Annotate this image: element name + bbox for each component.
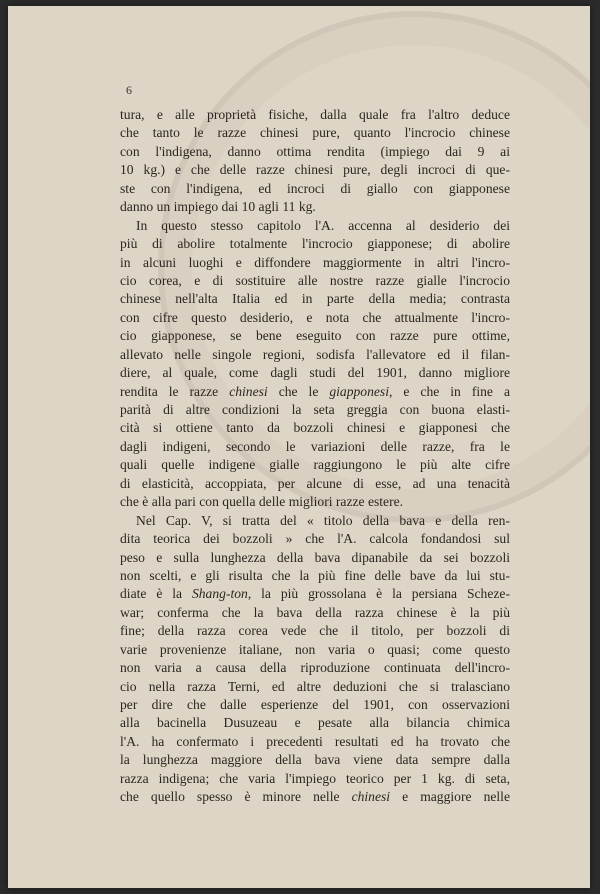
text-line: parità di altre condizioni la seta greggia con buona elasti- — [120, 402, 510, 417]
text-line: che è alla pari con quella delle migliori razze estere. — [120, 494, 404, 510]
text-line: razza indigena; che varia l'impiego teorico per 1 kg. di seta, — [120, 770, 510, 786]
text-line: 10 kg.) e che delle razze chinesi pure, degli incroci di que- — [120, 162, 510, 178]
text-line: chinese nell'alta Italia ed in parte della media; contrasta — [120, 291, 510, 307]
text-line: Nel Cap. V, si tratta del « titolo della bava e della ren- — [136, 512, 510, 528]
text-line: varie provenienze italiane, non varia o quasi; come questo — [120, 641, 510, 657]
text-line: non varia a causa della riproduzione continuata dell'incro- — [120, 660, 510, 676]
body-text — [120, 106, 510, 807]
italic-term: chinesi — [351, 789, 391, 805]
text-line: war; conferma che la bava della razza chinese è la più — [120, 604, 510, 620]
text-line: di elasticità, accoppiata, per alcune di esse, ad una tenacità — [120, 475, 510, 491]
text-line: non scelti, e gli risulta che la più fine delle bave da lui stu- — [120, 567, 510, 583]
text-line: diere, al quale, come dagli studi del 1901, danno migliore — [120, 365, 510, 381]
text-line: diate è la Shang-ton, la più grossolana è la persiana Scheze- — [120, 586, 510, 602]
text-line: cità si ottiene tanto da bozzoli chinesi e giapponesi che — [120, 420, 510, 436]
text-line: quali quelle indigene gialle raggiungono le più alte cifre — [120, 457, 510, 473]
text-line: rendita le razze chinesi che le giapponesi, e che in fine a — [120, 383, 510, 399]
text-line: alla bacinella Dusuzeau e pesate alla bilancia chimica — [120, 715, 510, 731]
text-line: in alcuni luoghi e diffondere maggiormente in altri l'incro- — [120, 254, 510, 270]
text-line: In questo stesso capitolo l'A. accenna al desiderio dei — [136, 217, 510, 233]
text-line: per dire che dalle esperienze del 1901, con osservazioni — [120, 697, 510, 712]
italic-term: Shang-ton — [191, 586, 248, 602]
text-line: la lunghezza maggiore della bava viene data sempre dalla — [120, 752, 510, 768]
text-line: peso e sulla lunghezza della bava dipanabile da sei bozzoli — [120, 549, 510, 565]
text-line: con l'indigena, danno ottima rendita (impiego dai 9 ai — [120, 143, 510, 159]
italic-term: giapponesi — [329, 383, 390, 399]
text-line: cio nella razza Terni, ed altre deduzioni che si tralasciano — [120, 678, 510, 694]
text-line: cio corea, e di sostituire alle nostre razze gialle l'incrocio — [120, 272, 510, 288]
text-line: tura, e alle proprietà fisiche, dalla quale fra l'altro deduce — [120, 107, 510, 122]
text-line: dita teorica dei bozzoli » che l'A. calcola fondandosi sul — [120, 531, 510, 547]
text-line: più di abolire totalmente l'incrocio giapponese; di abolire — [120, 236, 510, 252]
text-line: fine; della razza corea vede che il titolo, per bozzoli di — [120, 623, 510, 639]
text-line: cio giapponese, se bene eseguito con razze pure ottime, — [120, 328, 510, 344]
text-line: con cifre questo desiderio, e nota che attualmente l'incro- — [120, 309, 510, 325]
text-line: danno un impiego dai 10 agli 11 kg. — [120, 199, 316, 215]
text-line: l'A. ha confermato i precedenti resultati ed ha trovato che — [120, 733, 510, 749]
text-line: che quello spesso è minore nelle chinesi e maggiore nelle — [120, 789, 510, 805]
italic-term: chinesi — [229, 383, 268, 399]
text-line: allevato nelle singole regioni, sodisfa l'allevatore ed il filan- — [120, 346, 510, 362]
text-line: dagli indigeni, secondo le variazioni delle razze, fra le — [120, 438, 510, 454]
text-line: che tanto le razze chinesi pure, quanto l'incrocio chinese — [120, 125, 510, 141]
text-line: ste con l'indigena, ed incroci di giallo con giapponese — [120, 180, 510, 196]
page-number: 6 — [126, 83, 132, 97]
document-page — [8, 6, 590, 888]
